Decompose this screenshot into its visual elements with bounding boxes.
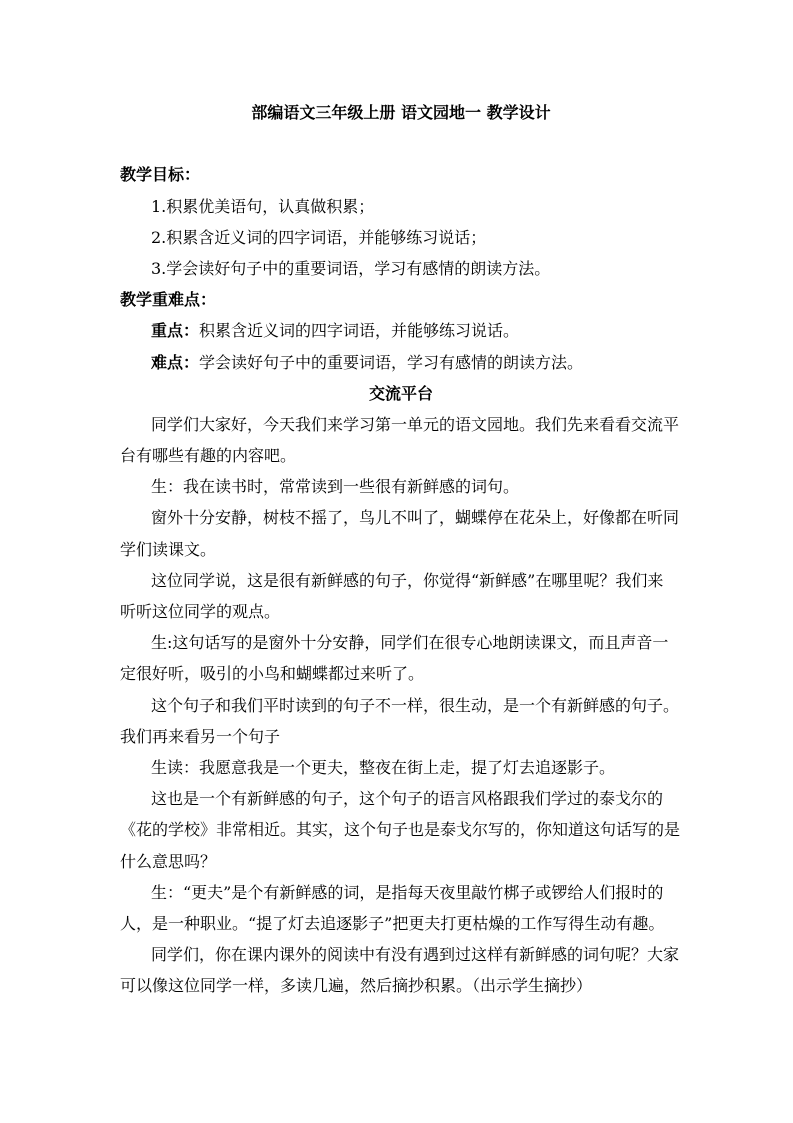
focus-label: 重点： (151, 321, 200, 341)
objective-item: 2.积累含近义词的四字词语，并能够练习说话； (151, 227, 487, 247)
key-points-heading: 教学重难点： (120, 290, 217, 310)
paragraph (120, 409, 682, 471)
paragraph (120, 877, 682, 939)
paragraph (120, 502, 682, 564)
section-heading-exchange: 交流平台 (368, 383, 433, 403)
paragraph-line: 台有哪些有趣的内容吧。 (120, 446, 297, 466)
focus-text: 积累含近义词的四字词语，并能够练习说话。 (199, 321, 520, 341)
objectives-heading: 教学目标： (120, 165, 201, 185)
difficulty-text: 学会读好句子中的重要词语，学习有感情的朗读方法。 (199, 352, 584, 372)
paragraph (120, 565, 682, 627)
paragraph-line: 《花的学校》非常相近。其实，这个句子也是泰戈尔写的，你知道这句话写的是 (120, 820, 681, 840)
paragraph-line: 什么意思吗？ (120, 851, 217, 871)
paragraph-line: 可以像这位同学一样，多读几遍，然后摘抄积累。（出示学生摘抄） (120, 976, 593, 996)
paragraph-line: 同学们，你在课内课外的阅读中有没有遇到过这样有新鲜感的词句呢？大家 (151, 945, 680, 965)
paragraph-line: 我们再来看另一个句子 (120, 726, 281, 746)
paragraph-line: 生:这句话写的是窗外十分安静，同学们在很专心地朗读课文，而且声音一 (151, 633, 669, 653)
paragraph-line: 这位同学说，这是很有新鲜感的句子，你觉得“新鲜感”在哪里呢？我们来 (151, 570, 664, 590)
document-title: 部编语文三年级上册 语文园地一 教学设计 (251, 103, 551, 122)
paragraph (120, 690, 682, 752)
paragraph-line: 生：“更夫”是个有新鲜感的词，是指每天夜里敲竹梆子或锣给人们报时的 (151, 882, 664, 902)
paragraph (120, 752, 682, 783)
objective-item: 3.学会读好句子中的重要词语，学习有感情的朗读方法。 (151, 258, 551, 278)
document-page (120, 97, 682, 1001)
paragraph-line: 这个句子和我们平时读到的句子不一样，很生动，是一个有新鲜感的句子。 (151, 695, 680, 715)
paragraph-line: 听听这位同学的观点。 (120, 602, 281, 621)
paragraph (120, 939, 682, 1001)
paragraph-line: 学们读课文。 (120, 539, 217, 559)
paragraph-line: 生读：我愿意我是一个更夫，整夜在街上走，提了灯去追逐影子。 (151, 757, 616, 777)
objective-item: 1.积累优美语句，认真做积累； (151, 196, 375, 216)
paragraph-line: 同学们大家好，今天我们来学习第一单元的语文园地。我们先来看看交流平 (151, 414, 680, 434)
paragraph (120, 471, 682, 502)
key-point-focus (120, 315, 682, 346)
paragraph-line: 窗外十分安静，树枝不摇了，鸟儿不叫了，蝴蝶停在花朵上，好像都在听同 (151, 508, 680, 528)
difficulty-label: 难点： (151, 352, 200, 372)
paragraph-line: 生：我在读书时，常常读到一些很有新鲜感的词句。 (151, 477, 520, 497)
paragraph-line: 人，是一种职业。“提了灯去追逐影子”把更夫打更枯燥的工作写得生动有趣。 (120, 913, 665, 933)
paragraph (120, 627, 682, 689)
key-point-difficulty (120, 347, 682, 378)
paragraph-line: 定很好听，吸引的小鸟和蝴蝶都过来听了。 (120, 664, 425, 684)
paragraph-line: 这也是一个有新鲜感的句子，这个句子的语言风格跟我们学过的泰戈尔的 (151, 789, 664, 809)
paragraph (120, 783, 682, 877)
